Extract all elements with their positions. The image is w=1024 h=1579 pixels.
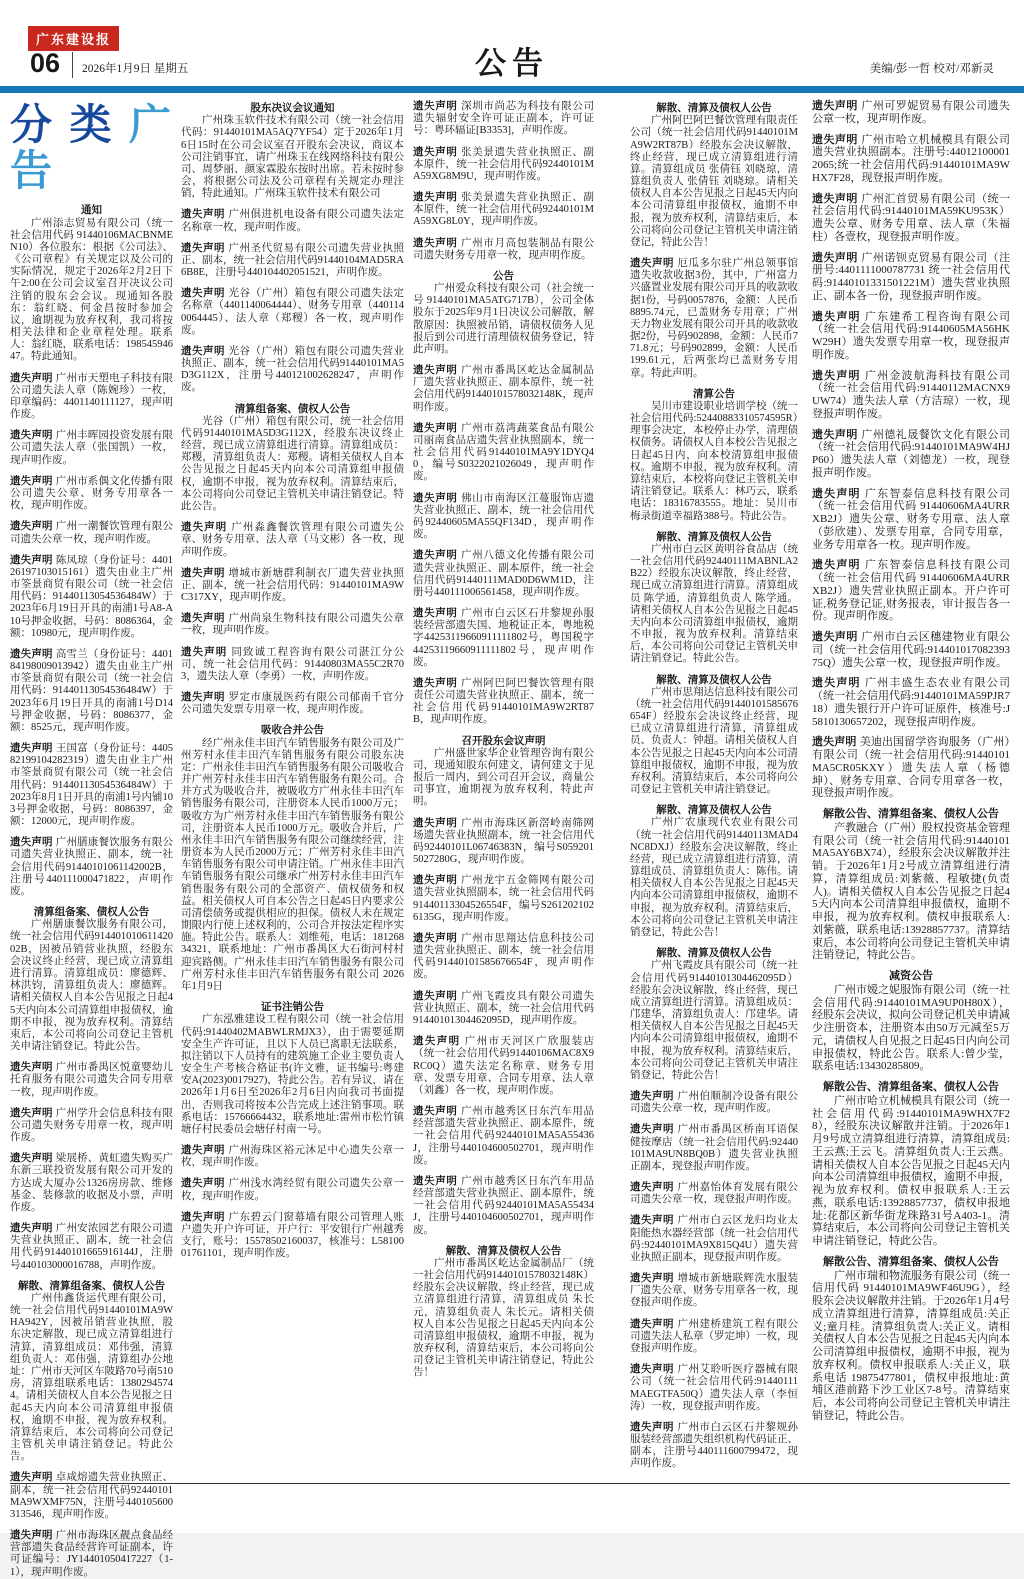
notice-lead-label: 遗失声明 [630, 1317, 678, 1330]
notice-item: 遗失声明 广东建希工程咨询有限公司（统一社会信用代码:91440605MA56HKW29H）遗失发票专用章一枚，现登报声明作废。 [812, 310, 1011, 361]
announcement-body: 广州广农康现代农业有限公司（统一社会信用代码91440113MAD4NC8DXJ）经股东会决议解散，终止经营，现已成立清算组进行清算，清算组成员、清算组负责人：陈伟。请相关债权人自本公告见报之日起45天内向本公司清算组申报债权，逾期不申报，视为放弃权利。清算结束后，本公司将向公司登记主管机关申请注销登记，特此公告！ [630, 817, 798, 938]
notice-item: 遗失声明 厄瓜多尔驻广州总领事馆遗失收款收据3份，其中，广州富力兴盛置业发展有限公司开具的收款收据1份，号码0057876，金额：人民币8895.74元，已盖财务专用章；广州天力物业发展有限公司开具的收款收据2份，号码902898，金额：人民币771.8元；号码902899，金额：人民币199.61元，后两张均已盖财务专用章。特此声明。 [630, 257, 799, 379]
announcement-body: 广州添志贸易有限公司（统一社会信用代码 91440106MACBNMEN10）各位股东：根据《公司法》、《公司章程》有关规定以及公司的实际情况，规定于2026年2月2日下午2:00在公司会议室召开决议公司注销的股东会会议。现通知各股东：翁红晓、何金昌按时参加会议，逾期视为放弃权利，我司将按相关法律和企业章程处理。联系人：翁红晓，联系电话：19854594647。特此通知。 [10, 217, 173, 363]
section-title: 清算公告 [693, 387, 735, 400]
notice-item: 遗失声明 广州市白云区穗建物业有限公司（统一社会信用代码:91440101708239375Q）遗失公章一枚，现登报声明作废。 [812, 631, 1010, 669]
section-title: 解散公告、清算组备案、债权人公告 [823, 1081, 999, 1093]
notice-lead-label: 遗失声明 [10, 553, 56, 566]
notice-lead-label: 遗失声明 [181, 287, 229, 300]
notice-item: 遗失声明 广州嘉怡体育发展有限公司遗失公章一枚，现登报声明作废。 [630, 1181, 799, 1206]
notice-lead-label: 遗失声明 [812, 559, 865, 572]
notice-lead-label: 遗失声明 [413, 607, 462, 620]
notice-lead-label: 遗失声明 [10, 1106, 56, 1119]
notice-lead-label: 遗失声明 [10, 429, 56, 442]
notice-lead-label: 遗失声明 [181, 612, 229, 625]
notice-item: 遗失声明 佛山市南海区江蔓服饰店遗失营业执照正、副本，统一社会信用代码92440605MA55QF134D，现声明作废。 [413, 491, 595, 541]
classified-ads-logo [10, 102, 173, 194]
notice-item: 遗失声明 广州市系偶文化传播有限公司遗失公章、财务专用章各一枚，现声明作废。 [10, 474, 173, 512]
notice-item: 遗失声明 广州市越秀区日东汽车用品经营部遗失营业执照正、副本原件，统一社会信用代码92440101MA5A55436J，注册号440104600502701，现声明作废。 [413, 1105, 595, 1166]
announcement-body: 光谷（广州）箱包有限公司，统一社会信用代码91440101MA5D3G112X，经股东决议终止经营，现已成立清算组进行清算。清算组成员：郑稷，清算组负责人：郑稷。请相关债权人自本公告见报之日起45天内向本公司清算组申报债权，逾期不申报，视为放弃权利。清算结束后，本公司将向公司登记主管机关申请注销登记。特此公告。 [181, 415, 404, 512]
notice-lead-label: 遗失声明 [630, 1181, 678, 1194]
notice-item: 遗失声明 广州市天河区广欣服装店（统一社会信用代码91440106MAC8X9RC0Q）遗失法定名称章、财务专用章、发票专用章、合同专用章、法人章（刘鑫）各一枚，现声明作废。 [413, 1035, 594, 1096]
newspaper-masthead-logo: 广东建设报 [28, 26, 119, 51]
section-title: 清算组备案、债权人公告 [234, 402, 351, 415]
notice-item: 遗失声明 光谷（广州）箱包有限公司遗失法定名称章（4401140064444）、财务专用章（4401140064445）、法人章（郑稷）各一枚，现声明作废。 [181, 287, 404, 336]
announcement-body: 广州盛世家华企业管理咨询有限公司，现通知股东何建文，请何建文于见报后一周内，到公司召开会议，商量公司事宜，逾期视为放弃权利，特此声明。 [413, 747, 594, 808]
notice-item: 遗失声明 广州飞霞皮具有限公司遗失营业执照正、副本，统一社会信用代码91440101304462095D，现声明作废。 [413, 989, 595, 1026]
classified-logo-part1: 分类 [10, 101, 129, 148]
section-title: 解散公告、清算组备案、债权人公告 [823, 808, 999, 820]
notice-lead-label: 遗失声明 [413, 100, 462, 112]
section-title: 解散、清算及债权人公告 [656, 102, 772, 114]
notice-item: 遗失声明 广州市番禺区桥南耳语保健按摩店（统一社会信用代码:92440101MA9UN8BQ0B）遗失营业执照正副本，现登报声明作废。 [630, 1123, 799, 1172]
notice-lead-label: 遗失声明 [413, 816, 462, 829]
notice-item: 遗失声明 广州汇首贸易有限公司（统一社会信用代码:91440101MA59KU953K）遗失公章、财务专用章、法人章（朱福柱）各壹枚，现登报声明作废。 [812, 192, 1010, 243]
section-title: 解散公告、清算组备案、债权人公告 [823, 1255, 999, 1268]
notice-item: 遗失声明 张美景遗失营业执照正、副本原件，统一社会信用代码92440101MA59XG8M9U，现声明作废。 [413, 145, 595, 182]
notice-lead-label: 遗失声明 [413, 145, 462, 158]
notice-item: 遗失声明 广州丰晖园投资发展有限公司遗失法人章（张国凯）一枚，现声明作废。 [10, 429, 173, 466]
notice-item: 遗失声明 广州诺钡克贸易有限公司（注册号:4401111000787731 统一社会信用代码:91440101331501221M）遗失营业执照正、副本各一份，现登报声明作废。 [812, 251, 1010, 302]
notice-item: 遗失声明 光谷（广州）箱包有限公司遗失营业执照正、副本，统一社会信用代码91440101MA5D3G112X，注册号440121002628247，声明作废。 [181, 344, 404, 394]
announcement-body: 广州市瑞和物流服务有限公司（统一信用代码 91440101MA9WF46U9G），经股东会决议解散并注销。于2026年1月4号成立清算组进行清算，清算组成员:关正义;童月桂。清算组负责人:关正义。请相关债权人自本公告见报之日起45天内向本公司清算组申报债权，逾期不申报，视为放弃权利。债权申报联系人:关正义，联系电话 19875477801，债权申报地址:黄埔区港前路下沙工业区7-8号。清算结束后，本公司将向公司登记主管机关申请注销登记，特此公告。 [812, 1269, 1010, 1422]
notice-item: 遗失声明 广州市番禺区悦童婴幼儿托育服务有限公司遗失合同专用章一枚，现声明作废。 [10, 1061, 173, 1098]
notice-lead-label: 遗失声明 [812, 192, 862, 205]
notice-lead-label: 遗失声明 [630, 1090, 678, 1103]
announcement-body: 广州市嫒之妮服饰有限公司（统一社会信用代码:91440101MA9UP0H80X），经股东会决议，拟向公司登记机关申请减少注册资本，注册资本由50万元减至5万元，请债权人自见报之日起45日内向公司申报债权，特此公告。联系人:曾少莹，联系电话:13430285809。 [812, 983, 1010, 1073]
notice-lead-label: 遗失声明 [10, 1061, 56, 1074]
notice-lead-label: 遗失声明 [10, 1471, 56, 1484]
notice-item: 遗失声明 广州市荔湾蔬菜食品有限公司丽南食品店遗失营业执照副本，统一社会信用代码91440101MA9Y1DYQ40，编号S0322021026049，现声明作废。 [413, 421, 595, 483]
announcement-body: 经广州永佳丰田汽车销售服务有限公司及广州芳村永佳丰田汽车销售服务有限公司股东决定：广州永佳丰田汽车销售服务有限公司吸收合并广州芳村永佳丰田汽车销售服务有限公司。合并方式为吸收合并，被吸收方广州永佳丰田汽车销售服务有限公司，注册资本人民币1000万元；吸收方为广州芳村永佳丰田汽车销售服务有限公司，注册资本人民币1000万元。吸收合并后，广州永佳丰田汽车销售服务有限公司继续经营，注册资本为人民币2000万元；广州芳村永佳丰田汽车销售服务有限公司申请注销。广州永佳丰田汽车销售服务有限公司继承广州芳村永佳丰田汽车销售服务有限公司的全部资产、债权债务和权益。相关债权人可自本公告之日起45日内要求公司清偿债务或提供相应的担保。债权人未在规定期限内行使上述权利的，公司合并按法定程序实施。特此公告。联系人：刘维苑，电话：18126834321，联系地址：广州市番禺区大石街河村村迎宾路侧。广州永佳丰田汽车销售服务有限公司 广州芳村永佳丰田汽车销售服务有限公司 2026年1月9日 [181, 737, 404, 992]
notice-item: 遗失声明 高雪兰（身份证号：440184198009013942）遗失由业主广州市筌景商贸有限公司（统一社会信用代码：91440113054536484W）于2023年6月19日开具的南浦1号D14号押金收据，号码：8086377，金额：8525元，现声明作废。 [10, 647, 174, 733]
section-title: 证书注销公告 [261, 1001, 324, 1014]
notice-item: 遗失声明 广州金波航海科技有限公司（统一社会信用代码:91440112MACNX9UW74）遗失法人章（方洁琼）一枚，现登报声明作废。 [812, 369, 1011, 420]
notice-item: 遗失声明 广州市海珠区新滘岭南筛网场遗失营业执照副本，统一社会信用代码92440101L06746383N，编号S0592015027280G，现声明作废。 [413, 816, 595, 866]
announcement-body: 广州伟鑫货运代理有限公司，统一社会信用代码91440101MA9WHA942Y，因被吊销营业执照，股东决定解散，现已成立清算组进行清算，清算组成员：邓伟强，清算组负责人：邓伟强，清算组办公地址：广州市天河区车陂路70号南510房，清算组联系电话：13802945744。请相关债权人自本公告见报之日起45天内向本公司清算组申报债权，逾期不申报，视为放弃权利。清算结束后，本公司将向公司登记主管机关申请注销登记。特此公告。 [10, 1292, 173, 1463]
announcement-body: 广州市思翔达信息科技有限公司（统一社会信用代码91440101585676654F）经股东会决议终止经营，现已成立清算组进行清算，清算组成员、负责人：钟超。请相关债权人自本公告见报之日起45天内向本公司清算组申报债权，逾期不申报，视为放弃权利。清算结束后，本公司将向公司登记主管机关申请注销登记。 [630, 686, 798, 796]
page-number: 06 [30, 48, 61, 78]
column-5 [812, 100, 1010, 1472]
notice-item: 遗失声明 广州市思翔达信息科技公司遗失营业执照正、副本，统一社会信用代码91440101585676654F，现声明作废。 [413, 931, 595, 981]
column-3 [413, 100, 594, 1472]
notice-lead-label: 遗失声明 [812, 428, 862, 441]
notice-lead-label: 遗失声明 [181, 521, 232, 534]
section-title: 解散、清算组备案、债权人公告 [18, 1279, 165, 1292]
notice-item: 遗失声明 广州阿巴阿巴餐饮管理有限责任公司遗失营业执照正、副本，统一社会信用代码91440101MA9W2RT87B，现声明作废。 [413, 676, 595, 726]
notice-item: 遗失声明 广州市月高包装制品有限公司遗失财务专用章一枚，现声明作废。 [413, 236, 595, 261]
notice-item: 遗失声明 广州浅水湾经贸有限公司遗失公章一枚，现声明作废。 [181, 1177, 404, 1202]
classified-logo-part2: 广告 [10, 101, 173, 195]
notice-item: 遗失声明 广东碧云门窗幕墙有限公司管理人账户遗失开户许可证，开户行：平安银行广州越秀支行，账号：15578502160037，核准号：L5810001761101，现声明作废。 [181, 1210, 404, 1260]
section-title: 解散、清算及债权人公告 [656, 804, 772, 817]
notice-lead-label: 遗失声明 [812, 677, 865, 690]
notice-lead-label: 遗失声明 [630, 1123, 678, 1136]
notice-lead-label: 遗失声明 [10, 520, 56, 533]
notice-item: 遗失声明 罗定市康晟医药有限公司郁南千官分公司遗失发票专用章一枚，现声明作废。 [181, 691, 404, 716]
notice-item: 遗失声明 美迪出国留学咨询服务（广州）有限公司（统一社会信用代码:91440101MA5CR05KXY）遗失法人章（杨德坤）、财务专用章、合同专用章各一枚，现登报声明作废。 [812, 736, 1010, 800]
notice-lead-label: 遗失声明 [630, 1272, 678, 1285]
notice-item: 遗失声明 广州市白云区龙归均业太阳能热水器经营部（统一社会信用代码:92440101MA9X815Q4U）遗失营业执照正副本，现登报声明作废。 [630, 1214, 799, 1263]
notice-lead-label: 遗失声明 [413, 421, 462, 434]
column-2 [181, 100, 404, 1472]
notice-item: 遗失声明 广州淼鑫餐饮管理有限公司遗失公章、财务专用章、法人章（马文彬）各一枚，现声明作废。 [181, 521, 405, 558]
notice-item: 遗失声明 广州可罗妮贸易有限公司遗失公章一枚，现声明作废。 [812, 100, 1010, 125]
notice-lead-label: 遗失声明 [181, 566, 229, 579]
notice-item: 遗失声明 广州市白云区石井黎规孙服装经营部遗失组织机构代码证正、副本，注册号440111600799472，现声明作废。 [630, 1420, 799, 1470]
header-rule [0, 86, 1024, 93]
notice-lead-label: 遗失声明 [812, 133, 862, 146]
notice-item: 遗失声明 深圳市尚芯为科技有限公司遗失辐射安全许可证正副本，许可证号：粤环辐证[B3353]，声明作废。 [413, 100, 595, 137]
notice-item: 遗失声明 广州海珠区裕元沐足中心遗失公章一枚，现声明作废。 [181, 1144, 404, 1169]
notice-lead-label: 遗失声明 [812, 310, 865, 323]
publication-date: 2026年1月9日 星期五 [82, 63, 189, 75]
notice-item: 遗失声明 广州市海珠区靓点食品经营部遗失食品经营许可证副本，许可证编号：JY14401050417227（1-1），现声明作废。 [10, 1529, 173, 1578]
section-title: 解散、清算及债权人公告 [445, 1244, 562, 1257]
notice-lead-label: 遗失声明 [812, 369, 865, 382]
notice-lead-label: 遗失声明 [413, 191, 462, 204]
notice-lead-label: 遗失声明 [812, 736, 860, 749]
notice-lead-label: 遗失声明 [630, 1420, 678, 1433]
notice-item: 遗失声明 广州学升会信息科技有限公司遗失财务专用章一枚，现声明作废。 [10, 1106, 173, 1144]
notice-lead-label: 遗失声明 [413, 364, 462, 377]
section-title: 解散、清算及债权人公告 [656, 673, 772, 686]
notice-item: 遗失声明 卓咸熔遗失营业执照正、副本，统一社会信用代码92440101MA9WXMF75N，注册号440105600313546，现声明作废。 [10, 1471, 173, 1520]
notice-item: 遗失声明 广州德礼晟餐饮文化有限公司（统一社会信用代码:91440101MA9W4HJP60）遗失法人章（刘德龙）一枚，现登报声明作废。 [812, 428, 1010, 479]
announcement-body: 广州珠玉软件技术有限公司（统一社会信用代码：91440101MA5AQ7YF54）定于2026年1月6日15时在公司会议室召开股东会决议，商议本公司注销事宜，请广州珠玉在线网络科技有限公司、周梦丽、颜家霖股东按时出席。若未按时参会，将根据公司法及公司章程有关规定办理注销，特此通知。广州珠玉软件技术有限公司 [181, 115, 404, 200]
notice-item: 遗失声明 陈凤琼（身份证号：440126197103015161）遗失由业主广州市筌景商贸有限公司（统一社会信用代码：91440113054536484W）于2023年6月19日开具的南浦1号A8-A10号押金收据，号码：8086364，金额：10980元，现声明作废。 [10, 553, 174, 639]
notice-lead-label: 遗失声明 [812, 487, 865, 500]
notice-lead-label: 遗失声明 [10, 1222, 56, 1235]
notice-lead-label: 遗失声明 [10, 647, 56, 660]
notice-lead-label: 遗失声明 [812, 631, 862, 643]
section-title: 公告 [493, 269, 514, 282]
notice-lead-label: 遗失声明 [10, 1152, 56, 1165]
notice-item: 遗失声明 广州八德文化传播有限公司遗失营业执照正、副本原件，统一社会信用代码91440111MAD0D6WM1D，注册号440111006561458，现声明作废。 [413, 549, 595, 598]
notice-item: 遗失声明 王国富（身份证号：440582199104282319）遗失由业主广州市筌景商贸有限公司（统一社会信用代码：91440113054536484W）于2023年8月1日开具的南浦1号内铺103号押金收据，号码：8086397，金额：12000元，现声明作废。 [10, 742, 174, 828]
notice-lead-label: 遗失声明 [10, 836, 56, 849]
notice-item: 遗失声明 梁展桥、黄虹遗失购买广东新三联投资发展有限公司开发的方达成大厦办公1326房房款、维修基金、装修款的收据及小票，声明作废。 [10, 1152, 173, 1213]
notice-item: 遗失声明 广东智泰信息科技有限公司（统一社会信用代码 91440606MA4URRXB2J）遗失公章、财务专用章、法人章（彭欣建）、发票专用章，合同专用章，业务专用章各一枚。现声明作废。 [812, 487, 1011, 551]
notice-lead-label: 遗失声明 [812, 251, 862, 264]
page-title: 公告 [475, 46, 549, 81]
notice-item: 遗失声明 增城市新塘群利制衣厂遗失营业执照正、副本，统一社会信用代码：91440101MA9WC317XY，现声明作废。 [181, 566, 404, 604]
notice-lead-label: 遗失声明 [630, 257, 678, 270]
notice-item: 遗失声明 广州膳康餐饮服务有限公司遗失营业执照正、副本，统一社会信用代码91440101061142002B，注册号440111000471822，声明作废。 [10, 836, 173, 897]
notice-item: 遗失声明 广州市白云区石井黎规孙服装经营部遗失国、地税证正本，粤地税字44253119660911111802号，粤国税字44253119660911111802号，现声明作废。 [413, 607, 595, 668]
section-title: 吸收合并公告 [261, 724, 324, 737]
announcement-body: 广州市哈立机械模具有限公司（统一社会信用代码:91440101MA9WHX7F28），经股东决议解散并注销。于2026年1月9号成立清算组进行清算，清算组成员:王云燕;王云飞。清算组负责人:王云燕。请相关债权人自本公告见报之日起45天内向本公司清算组申报债权，逾期不申报，视为放弃权利。债权申报联系人:王云燕，联系电话:13928857737，债权申报地址:花都区新华街龙珠路31号A403-1。清算结束后，本公司将向公司登记主管机关申请注销登记，特此公告。 [812, 1094, 1010, 1247]
announcement-body: 广州飞霞皮具有限公司（统一社会信用代码91440101304462095D）经股东会决议解散，终止经营，现已成立清算组进行清算。清算组成员：邝建华，清算组负责人：邝建华。请相关债权人自本公告见报之日起45天内向本公司清算组申报债权，逾期不申报，视为放弃权利。清算结束后，本公司将向公司登记主管机关申请注销登记，特此公告！ [630, 960, 798, 1081]
section-title: 召开股东会议声明 [461, 734, 546, 747]
announcement-body: 广州阿巴阿巴餐饮管理有限责任公司（统一社会信用代码91440101MA9W2RT87B）经股东会决议解散，终止经营，现已成立清算组进行清算。清算组成员 张倩钰 刘晓琼，清算组负责人 张倩钰 刘晓琼。请相关债权人自本公告见报之日起45天内向本公司清算组申报债权，逾期不申报，视为放弃权利，清算结束后，本公司将向公司登记主管机关申请注销登记，特此公告！ [630, 115, 798, 248]
notice-lead-label: 遗失声明 [181, 241, 229, 254]
notice-item: 遗失声明 广州尚泉生物科技有限公司遗失公章一枚，现声明作废。 [181, 612, 404, 637]
notice-item: 遗失声明 广州市越秀区日东汽车用品经营部遗失营业执照正、副本原件，统一社会信用代码92440101MA5A55434J，注册号440104600502701，现声明作废。 [413, 1174, 595, 1236]
notice-lead-label: 遗失声明 [10, 371, 56, 384]
notice-lead-label: 遗失声明 [413, 236, 462, 249]
notice-lead-label: 遗失声明 [413, 931, 462, 944]
notice-lead-label: 遗失声明 [413, 1105, 462, 1118]
notice-lead-label: 遗失声明 [812, 100, 862, 112]
announcement-body: 广州爱众科技有限公司（社会统一号 91440101MA5ATG717B），公司全体股东于2025年9月1日决议公司解散，解散原因：执照被吊销，请债权债务人见报后到公司进行清理债权债务登记，特此声明。 [413, 283, 594, 355]
column-1 [10, 100, 174, 1578]
notice-lead-label: 遗失声明 [181, 344, 229, 357]
notice-lead-label: 遗失声明 [413, 491, 462, 504]
notice-item: 遗失声明 广州龙宇五金筛网有限公司遗失营业执照副本，统一社会信用代码91440113304526554F，编号S2612021026135G，现声明作废。 [413, 874, 595, 923]
notice-item: 遗失声明 广州丰盛生态农业有限公司（统一社会信用代码:91440101MA59PJR718）遗失银行开户许可证原件，核准号:J5810130657202，现登报声明作废。 [812, 677, 1011, 728]
notice-lead-label: 遗失声明 [413, 1174, 462, 1187]
section-title: 减资公告 [889, 970, 933, 982]
notice-item: 遗失声明 张美景遗失营业执照正、副本原件，统一社会信用代码92440101MA59XG8L0Y，现声明作废。 [413, 191, 595, 228]
notice-lead-label: 遗失声明 [181, 691, 229, 704]
notice-lead-label: 遗失声明 [181, 645, 232, 658]
notice-item: 遗失声明 增城市新塘联辉洗水服装厂遗失公章、财务专用章各一枚，现登报声明作废。 [630, 1272, 799, 1309]
notice-lead-label: 遗失声明 [181, 1210, 229, 1223]
announcement-body: 广州市白云区黄明谷食品店（统一社会信用代码92440111MABNLA2B22）经股东决议解散，终止经营，现已成立清算组进行清算。清算组成员 陈学通，清算组负责人 陈学通。请相关债权人自本公告见报之日起45天内向本公司清算组申报债权，逾期不申报，视为放弃权利。清算结束后，本公司将向公司登记主管机关申请注销登记。特此公告。 [630, 543, 798, 665]
notice-item: 遗失声明 广东智泰信息科技有限公司（统一社会信用代码 91440606MA4URRXB2J）遗失营业执照正副本。开户许可证,税务登记证,财务报表，审计报告各一份。现声明作废。 [812, 559, 1011, 623]
section-title: 股东决议会议通知 [250, 102, 335, 114]
section-title: 解散、清算及债权人公告 [656, 947, 772, 960]
section-title: 清算组备案、债权人公告 [33, 906, 150, 919]
notice-lead-label: 遗失声明 [181, 208, 229, 221]
notice-item: 遗失声明 广州圣代贸易有限公司遗失营业执照正、副本，统一社会信用代码91440104MAD5RA6B8E，注册号440104402051521，声明作废。 [181, 241, 404, 279]
notice-lead-label: 遗失声明 [181, 1144, 229, 1157]
section-title: 通知 [81, 204, 102, 217]
editors-credit: 美编/彭一哲 校对/邓新灵 [869, 63, 994, 75]
notice-lead-label: 遗失声明 [630, 1214, 678, 1227]
notice-item: 遗失声明 广州俱进机电设备有限公司遗失法定名称章一枚，现声明作废。 [181, 208, 404, 233]
notice-lead-label: 遗失声明 [10, 742, 56, 755]
notice-lead-label: 遗失声明 [413, 989, 462, 1002]
notice-item: 遗失声明 广州艾聆听医疗器械有限公司（统一社会信用代码:91440111MAEGTFA50Q）遗失法人章（李恒涛）一枚，现登报声明作废。 [630, 1363, 799, 1412]
notice-item: 遗失声明 广州市番禺区屹达金属制品厂遗失营业执照正、副本原件，统一社会信用代码91440101578032148K，现声明作废。 [413, 364, 595, 413]
notice-item: 遗失声明 广州建桥建筑工程有限公司遗失法人私章（罗定坤）一枚，现登报声明作废。 [630, 1317, 799, 1354]
notice-item: 遗失声明 同致诚工程咨询有限公司湛江分公司，统一社会信用代码：91440803MA55C2R703，遗失法人章（李勇）一枚，声明作废。 [181, 645, 405, 682]
notice-lead-label: 遗失声明 [413, 874, 462, 887]
notice-lead-label: 遗失声明 [413, 1035, 465, 1048]
announcement-body: 广州膳康餐饮服务有限公司，统一社会信用代码91440101061142002B，因被吊销营业执照，经股东会决议终止经营，现已成立清算组进行清算。清算组成员：廖德辉、林洪钧，清算组负责人：廖德辉。请相关债权人自本公告见报之日起45天内向本公司清算组申报债权，逾期不申报，视为放弃权利。清算结束后，本公司将向公司登记主管机关申请注销登记。特此公告。 [10, 919, 173, 1053]
notice-item: 遗失声明 广州市哈立机械模具有限公司遗失营业执照副本。注册号:440121000012065;统一社会信用代码:91440101MA9WHX7F28，现登报声明作废。 [812, 133, 1010, 184]
notice-lead-label: 遗失声明 [10, 1529, 56, 1542]
notice-lead-label: 遗失声明 [10, 474, 56, 487]
notice-item: 遗失声明 广州市天塑电子科技有限公司遗失法人章（陈婉珍）一枚，印章编码：4401140111127，现声明作废。 [10, 371, 173, 421]
notice-lead-label: 遗失声明 [630, 1363, 678, 1376]
notice-lead-label: 遗失声明 [413, 549, 462, 562]
section-title: 解散、清算及债权人公告 [656, 530, 772, 543]
notice-item: 遗失声明 广州安浓园艺有限公司遗失营业执照正、副本，统一社会信用代码91440101665916144J，注册号440103000016788，声明作废。 [10, 1222, 173, 1271]
column-4 [630, 100, 798, 1472]
announcement-body: 吴川市建设职业培训学校（统一社会信用代码:52440883310574595R）理事会决定，本校停止办学，清理债权债务。请债权人自本校公告见报之日起45日内，向本校清算组申报债权。逾期不申报，视为放弃权利。清算结束后，本校将向登记主管机关申请注销登记。联系人：林巧云，联系电话：18316783555。地址：吴川市梅录街道幸福路388号。特此公告。 [630, 400, 798, 522]
notice-lead-label: 遗失声明 [413, 676, 462, 689]
announcement-body: 产教融合（广州）股权投资基金管理有限公司（统一社会信用代码:91440101MA5AY6BX74），经股东会决议解散并注销。于2026年1月2号成立清算组进行清算，清算组成员:刘紫薇、程敏捷(负责人)。请相关债权人自本公告见报之日起45天内向本公司清算组申报债权，逾期不申报，视为放弃权利。债权申报联系人:刘紫薇，联系电话:13928857737。清算结束后，本公司将向公司登记主管机关申请注销登记，特此公告。 [812, 821, 1010, 962]
bottom-rule [10, 1483, 1010, 1484]
announcement-body: 广州市番禺区屹达金属制品厂（统一社会信用代码91440101578032148K）经股东会决议解散，终止经营，现已成立清算组进行清算，清算组成员 朱长元，清算组负责人 朱长元。请相关债权人自本公告见报之日起45天内向本公司清算组申报债权，逾期不申报，视为放弃权利，清算结束后，本公司将向公司登记主管机关申请注销登记，特此公告！ [413, 1257, 594, 1379]
notice-item: 遗失声明 广州伯顺制冷设备有限公司遗失公章一枚，现声明作废。 [630, 1090, 799, 1115]
notice-item: 遗失声明 广州一潮餐饮管理有限公司遗失公章一枚，现声明作废。 [10, 520, 173, 545]
notice-lead-label: 遗失声明 [181, 1177, 229, 1190]
announcement-body: 广东泓雅建设工程有限公司（统一社会信用代码:91440402MABWLRMJX3），由于需要延期安全生产许可证，且以下人员已离职无法联系，拟注销以下人员持有的建筑施工企业主要负责人安全生产考核合格证书(许文雅，证书编号:粤建安A(2023)0017927)，特此公告。若有异议，请在2026年1月6日至2026年2月6日内向我司书面提出，否则我司将按本公告完成上述注销事项。联系电话：15766664432，联系地址:雷州市松竹镇塘仔村民委员会塘仔村南一号。 [181, 1014, 404, 1135]
